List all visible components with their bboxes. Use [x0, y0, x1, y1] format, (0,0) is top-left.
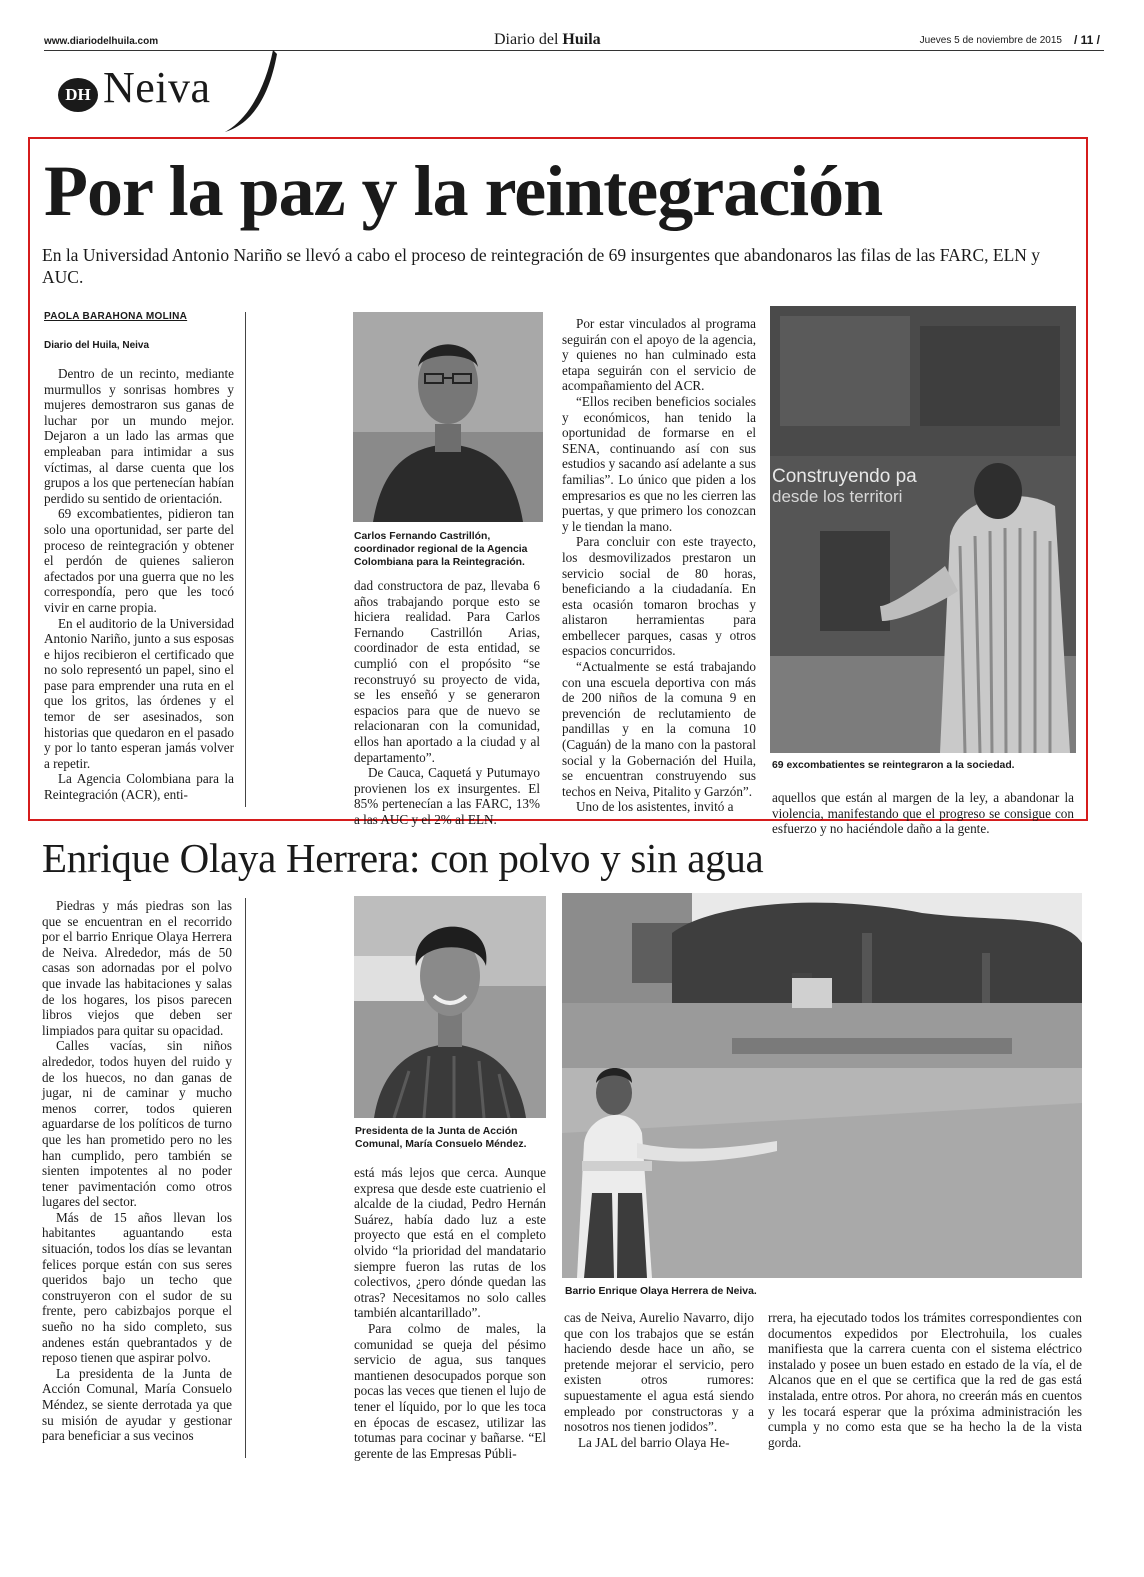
story1-headline: Por la paz y la reintegración: [44, 151, 883, 231]
photo-caption: 69 excombatientes se reintegraron a la sociedad.: [772, 760, 1015, 771]
banner-text: Construyendo pa: [772, 466, 917, 487]
section-swoosh: [225, 50, 285, 135]
dh-logo: DH: [58, 78, 98, 112]
photo-caption: Barrio Enrique Olaya Herrera de Neiva.: [565, 1286, 757, 1297]
story1-column-3: [562, 316, 756, 815]
paragraph: La presidenta de la Junta de Acción Comunal, María Consuelo Méndez, se siente derrotada ya que su misión de ayudar y gestionar para beneficiar a sus vecinos: [42, 1365, 232, 1444]
story2-column-2: [354, 1165, 546, 1461]
column-rule: [245, 898, 246, 1458]
page-number: / 11 /: [1073, 33, 1100, 47]
paragraph: Más de 15 años llevan los habitantes aguantando esta situación, todos los días se levantan felices porque están con sus seres queridos bajo un techo que construyeron con el sudor de su frente, pero cabizbajos porque el sueño no ha sido completo, sus andenes están quebrantados y de reposo tienen que aspirar polvo.: [42, 1209, 232, 1366]
story1-column-4: [772, 790, 1074, 837]
paragraph: La JAL del barrio Olaya He-: [578, 1434, 730, 1450]
paragraph: “Ellos reciben beneficios sociales y económicos, han tenido la oportunidad de formarse en el SENA, continuando así con sus estudios y sacando así adelante a sus familias”. Lo único que piden a los empresarios es que no les cierren las puertas, y que primero los conozcan y le tiendan la mano.: [562, 393, 756, 534]
paragraph: Para colmo de males, la comunidad se queja del pésimo servicio de agua, sus tanques mantienen desocupados porque son pocas las veces que tienen el lujo de tener el líquido, por lo que les toca en épocas de escasez, utilizar las totumas para cocinar y bañarse. “El gerente de las Empresas Públi-: [354, 1320, 546, 1461]
story2-column-1: [42, 898, 232, 1444]
paragraph: 69 excombatientes, pidieron tan solo una oportunidad, ser parte del proceso de reintegración y obtener el perdón de quienes salieron afectados por una guerra que no les correspondía, pero que les tocó vivir en carne propia.: [44, 506, 234, 615]
column-rule: [245, 312, 246, 807]
paragraph: Uno de los asistentes, invitó a: [576, 799, 734, 815]
paragraph: Dentro de un recinto, mediante murmullos y sonrisas hombres y mujeres demostraron sus ganas de luchar por un mundo mejor. Dejaron a un lado las armas que empleaban para intimidar a sus víctimas, al darse cuenta que los grupos a los que pertenecían habían perdido su sentido de orientación.: [44, 366, 234, 506]
story1-deck: En la Universidad Antonio Nariño se llevó a cabo el proceso de reintegración de 69 insurgentes que abandonaros las filas de las FARC, ELN y AUC.: [42, 245, 1041, 287]
story2-column-4: [768, 1310, 1082, 1450]
site-url: www.diariodelhuila.com: [44, 36, 159, 47]
photo-caption: Carlos Fernando Castrillón, coordinador regional de la Agencia Colombiana para la Reintegración.: [354, 531, 528, 568]
paragraph: Para concluir con este trayecto, los desmovilizados prestaron un servicio social de 80 horas, beneficiando a la ciudadanía. En esta ocasión tomaron brochas y alistaron herramientas para embellecer parques, casas y otros espacios concurridos.: [562, 534, 756, 659]
story1-column-1: [44, 366, 234, 803]
photo-caption: Presidenta de la Junta de Acción Comunal, María Consuelo Méndez.: [355, 1126, 527, 1150]
story2-headline: Enrique Olaya Herrera: con polvo y sin agua: [42, 835, 764, 881]
banner-text: desde los territori: [772, 487, 903, 506]
header-rule: [44, 50, 1104, 51]
story2-column-3: [564, 1310, 754, 1450]
paragraph: Calles vacías, sin niños alrededor, todos huyen del ruido y de los huecos, no dan ganas de jugar, ni de caminar y mucho menos correr, todos quieren aguardarse de los políticos de turno que les han prometido pero no les han cumplido, pero también se sienten impotentes al no poder tener pavimentación como otros lugares del sector.: [42, 1038, 232, 1210]
paragraph: dad constructora de paz, llevaba 6 años trabajando porque esto se hiciera realidad. Para Carlos Fernando Castrillón Arias, coordinador de esta entidad, se cumplió con el propósito “se reconstruyó su proyecto de vida, se les enseñó y se generaron espacios para que de nuevo se relacionaran con la comunidad, ellos han aportado a la ciudad y al departamento”.: [354, 578, 540, 765]
paragraph: Por estar vinculados al programa seguirán con el apoyo de la agencia, y quienes no han culminado esta etapa seguirán con el servicio de acompañamiento del ACR.: [562, 316, 756, 394]
paragraph: está más lejos que cerca. Aunque expresa que desde este cuatrienio el alcalde de la ciudad, Pedro Hernán Suárez, había dado luz a este proyecto que está en el completo olvido “la prioridad del mandatario siempre fueron las rutas de los colectivos, ¿pero dónde quedan las otras? Necesitamos no solo calles también alcantarillado”.: [354, 1165, 546, 1321]
paragraph: aquellos que están al margen de la ley, a abandonar la violencia, manifestando que el progreso se consigue con esfuerzo y no haciéndole daño a la gente.: [772, 790, 1074, 837]
story1-column-2: [354, 578, 540, 828]
story1-dateline: Diario del Huila, Neiva: [44, 340, 150, 351]
paragraph: Piedras y más piedras son las que se encuentran en el recorrido por el barrio Enrique Olaya Herrera de Neiva. Alrededor, más de 50 casas son adornadas por el polvo que invade las habitaciones y salas de los hogares, los pisos parecen libros viejos que deben ser limpiados para quitar su opacidad.: [42, 898, 232, 1038]
portrait-photo-castrillon: [353, 312, 543, 522]
street-photo-olaya-herrera: [562, 893, 1082, 1278]
paragraph: rrera, ha ejecutado todos los trámites correspondientes con documentos expedidos por Electrohuila, los cuales manifiesta que la carrera cuenta con el sistema eléctrico instalado y posee un buen estado en estado de la vía, el de Alcanos que en el que se certifica que la red de gas está instalada, entre otros. Por ahora, no creerán más en cuentos y les tocará esperar que la próxima administración les cumpla y no como esta que se ha hecho la de la vista gorda.: [768, 1310, 1082, 1450]
portrait-photo-mendez: [354, 896, 546, 1118]
section-title: Neiva: [103, 63, 211, 112]
newspaper-name: Diario del Huila: [494, 31, 601, 48]
paragraph: “Actualmente se está trabajando con una escuela deportiva con más de 200 niños de la comuna 9 en prevención de reclutamiento de pandillas y en la comuna 10 (Caguán) de la mano con la pastoral social y la Gobernación del Huila, se encuentran construyendo sus techos en Neiva, Pitalito y Garzón”.: [562, 659, 756, 799]
event-photo-excombatants: [770, 306, 1076, 753]
paragraph: La Agencia Colombiana para la Reintegración (ACR), enti-: [44, 771, 234, 803]
paragraph: cas de Neiva, Aurelio Navarro, dijo que con los trabajos que se están haciendo desde hace un año, se pretende mejorar el servicio, pero existen otros rumores: supuestamente el agua está siendo empleado por constructoras y a nosotros nos tienen jodidos”.: [564, 1310, 754, 1435]
paragraph: En el auditorio de la Universidad Antonio Nariño, junto a sus esposas e hijos recibieron el certificado que no solo representó un papel, sino el pase para emprender una ruta en el que los gritos, las órdenes y el temor de ser asesinados, son historias que quedaron en el pasado y por lo tanto esperan jamás volver a repetir.: [44, 615, 234, 771]
issue-date: Jueves 5 de noviembre de 2015: [919, 35, 1062, 46]
story1-byline: PAOLA BARAHONA MOLINA: [44, 311, 188, 322]
paragraph: De Cauca, Caquetá y Putumayo provienen los ex insurgentes. El 85% pertenecían a las FARC, 13% a las AUC y el 2% al ELN.: [354, 765, 540, 827]
